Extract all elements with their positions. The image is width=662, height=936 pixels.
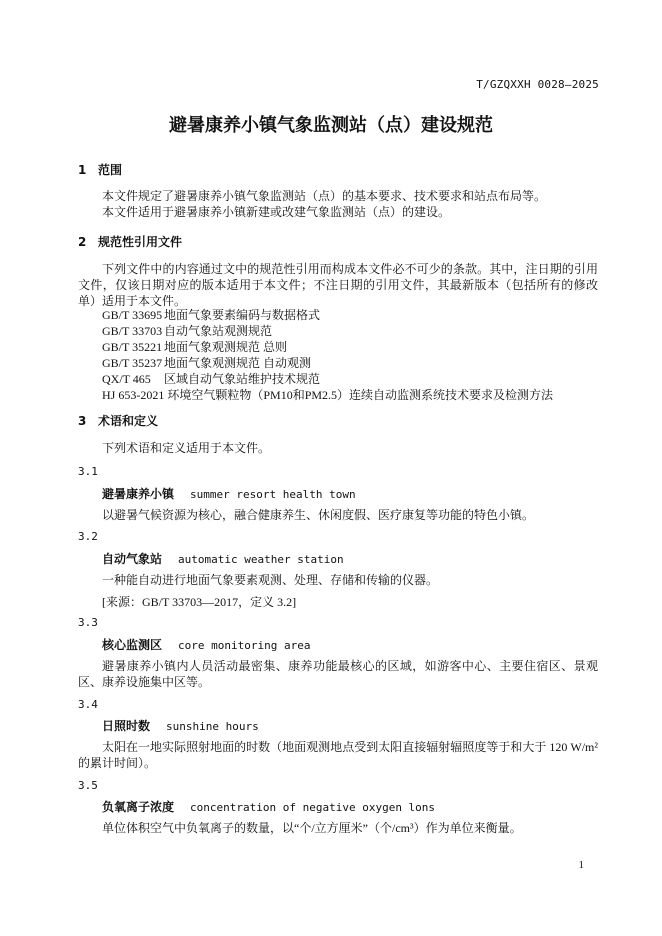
term-zh: 避暑康养小镇 <box>102 487 175 501</box>
term-number: 3.4 <box>78 698 98 711</box>
reference-name: 地面气象观测规范 总则 <box>164 340 288 354</box>
reference-item <box>102 307 320 323</box>
term-entry <box>102 636 310 653</box>
section-heading-normative <box>78 233 182 250</box>
section-number: 1 <box>78 163 87 177</box>
term-en: summer resort health town <box>190 488 356 501</box>
term-entry <box>102 550 344 567</box>
reference-code: GB/T 33695 <box>102 308 163 322</box>
term-zh: 核心监测区 <box>102 638 163 652</box>
reference-name: 地面气象要素编码与数据格式 <box>164 308 321 322</box>
section-title: 规范性引用文件 <box>98 235 183 249</box>
reference-item <box>102 355 311 371</box>
term-source: [来源：GB/T 33703—2017，定义 3.2] <box>102 595 297 609</box>
section-number: 3 <box>78 414 87 428</box>
term-number: 3.2 <box>78 530 98 543</box>
reference-code: QX/T 465 <box>102 372 151 386</box>
section-title: 术语和定义 <box>98 414 159 428</box>
reference-code: GB/T 35237 <box>102 356 163 370</box>
document-title: 避暑康养小镇气象监测站（点）建设规范 <box>169 115 493 136</box>
term-definition: 以避暑气候资源为核心，融合健康养生、休闲度假、医疗康复等功能的特色小镇。 <box>102 508 535 522</box>
reference-item <box>102 323 272 339</box>
term-number: 3.3 <box>78 616 98 629</box>
reference-item <box>102 387 553 403</box>
term-entry <box>102 798 435 815</box>
term-en: core monitoring area <box>178 639 311 652</box>
section-heading-scope <box>78 161 122 178</box>
page-number: 1 <box>578 859 584 871</box>
term-zh: 负氧离子浓度 <box>102 800 175 814</box>
paragraph: 下列文件中的内容通过文中的规范性引用而构成本文件必不可少的条款。其中，注日期的引用文件，仅该日期对应的版本适用于本文件；不注日期的引用文件，其最新版本（包括所有的修改单）适用于本文件。 <box>78 262 598 308</box>
term-number: 3.1 <box>78 465 98 478</box>
reference-name: 环境空气颗粒物（PM10和PM2.5）连续自动监测系统技术要求及检测方法 <box>167 388 554 402</box>
term-zh: 自动气象站 <box>102 552 163 566</box>
term-definition: 单位体积空气中负氧离子的数量，以“个/立方厘米”（个/cm³）作为单位来衡量。 <box>102 821 522 835</box>
term-zh: 日照时数 <box>102 719 151 733</box>
term-definition: 太阳在一地实际照射地面的时数（地面观测地点受到太阳直接辐射辐照度等于和大于 120 W/m² 的累计时间）。 <box>78 740 598 770</box>
section-title: 范围 <box>98 163 123 177</box>
paragraph: 下列术语和定义适用于本文件。 <box>102 441 271 455</box>
reference-code: GB/T 33703 <box>102 324 163 338</box>
reference-name: 自动气象站观测规范 <box>164 324 273 338</box>
term-en: concentration of negative oxygen lons <box>190 801 436 814</box>
paragraph: 本文件规定了避暑康养小镇气象监测站（点）的基本要求、技术要求和站点布局等。 <box>102 189 547 203</box>
paragraph: 本文件适用于避暑康养小镇新建或改建气象监测站（点）的建设。 <box>102 205 451 219</box>
reference-name: 地面气象观测规范 自动观测 <box>164 356 312 370</box>
reference-item <box>102 371 320 387</box>
reference-item <box>102 339 287 355</box>
term-number: 3.5 <box>78 779 98 792</box>
term-entry <box>102 485 356 502</box>
section-number: 2 <box>78 235 87 249</box>
term-definition: 避暑康养小镇内人员活动最密集、康养功能最核心的区域，如游客中心、主要住宿区、景观区、康养设施集中区等。 <box>78 659 598 689</box>
reference-code: GB/T 35221 <box>102 340 163 354</box>
reference-name: 区域自动气象站维护技术规范 <box>164 372 321 386</box>
document-code: T/GZQXXH 0028—2025 <box>476 78 599 91</box>
term-en: automatic weather station <box>178 553 344 566</box>
term-definition: 一种能自动进行地面气象要素观测、处理、存储和传输的仪器。 <box>102 573 439 587</box>
section-heading-terms <box>78 412 158 429</box>
reference-code: HJ 653-2021 <box>102 388 165 402</box>
term-entry <box>102 717 259 734</box>
term-en: sunshine hours <box>166 720 259 733</box>
